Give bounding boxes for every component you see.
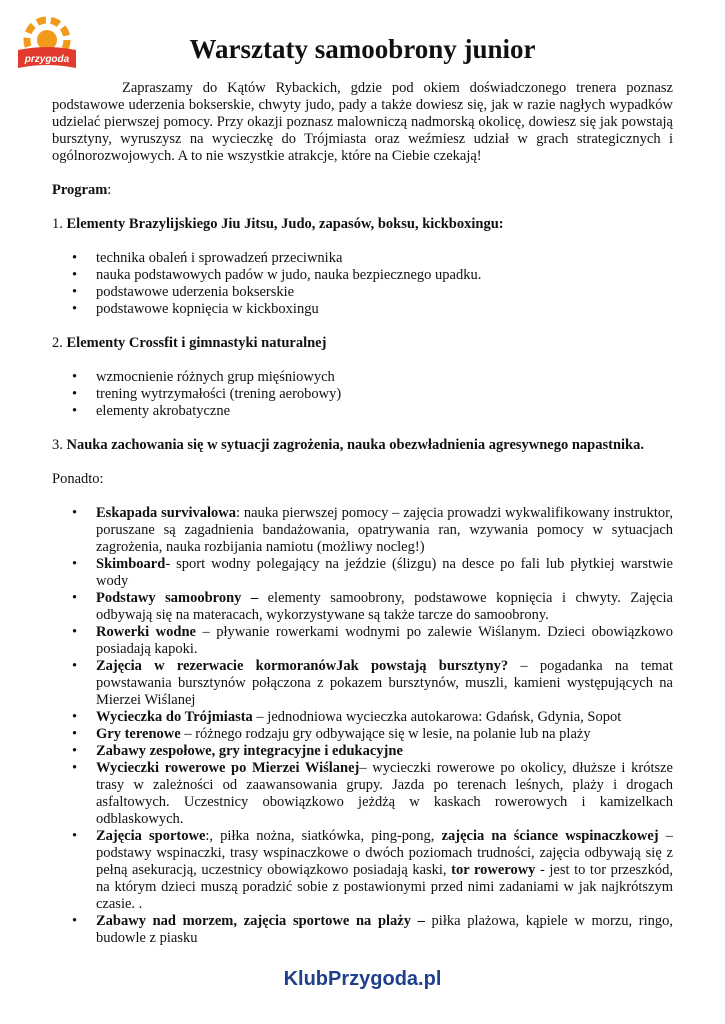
list-item: • trening wytrzymałości (trening aerobowy) (52, 386, 673, 403)
section-3-heading: 3. Nauka zachowania się w sytuacji zagrożenia, nauka obezwładnienia agresywnego napastnika. (52, 437, 645, 453)
list-item: • Skimboard- sport wodny polegający na jeździe (ślizgu) na desce po fali lub płytkiej warstwie wody (52, 556, 673, 590)
program-heading: Program: (52, 182, 112, 198)
list-item: • Wycieczki rowerowe po Mierzei Wiślanej– wycieczki rowerowe po okolicy, dłuższe i krótsze trasy w zależności od zaawansowania grupy. Jazda po terenach leśnych, plaży i drogach asfaltowych. Uczestnicy obowiązkowo jeżdżą w kaskach rowerowych i kamizelkach odblaskowych. (52, 760, 673, 828)
list-item: • elementy akrobatyczne (52, 403, 673, 420)
list-item: • Rowerki wodne – pływanie rowerkami wodnymi po zalewie Wiślanym. Dzieci obowiązkowo posiadają kapoki. (52, 624, 673, 658)
list-item: • Gry terenowe – różnego rodzaju gry odbywające się w lesie, na polanie lub na plaży (52, 726, 673, 743)
list-item: • Zabawy zespołowe, gry integracyjne i edukacyjne (52, 743, 673, 760)
list-item: • Zabawy nad morzem, zajęcia sportowe na plaży – piłka plażowa, kąpiele w morzu, ringo, budowle z piasku (52, 913, 673, 947)
list-item: • wzmocnienie różnych grup mięśniowych (52, 369, 673, 386)
list-item: • podstawowe kopnięcia w kickboxingu (52, 301, 673, 318)
extras-list (52, 505, 673, 947)
list-item: • Zajęcia sportowe:, piłka nożna, siatkówka, ping-pong, zajęcia na ściance wspinaczkowej – podstawy wspinaczki, trasy wspinaczkowe o dwóch poziomach trudności, zajęcia odbywają się z pełną asekuracją, uczestnicy obowiązkowo posiadają kaski, tor rowerowy - jest to tor przeszkód, na którym dzieci muszą poradzić sobie z postawionymi przed nimi zadaniami w jak najkrótszym czasie. . (52, 828, 673, 913)
list-item: • Wycieczka do Trójmiasta – jednodniowa wycieczka autokarowa: Gdańsk, Gdynia, Sopot (52, 709, 673, 726)
ponadto-label: Ponadto: (52, 471, 104, 487)
list-item: • Podstawy samoobrony – elementy samoobrony, podstawowe kopnięcia i chwyty. Zajęcia odbywają się na materacach, wykorzystywane są także tarcze do samoobrony. (52, 590, 673, 624)
list-item: • nauka podstawowych padów w judo, nauka bezpiecznego upadku. (52, 267, 673, 284)
list-item: • Eskapada survivalowa: nauka pierwszej pomocy – zajęcia prowadzi wykwalifikowany instruktor, poruszane są zagadnienia bandażowania, opatrywania ran, wzywania pomocy w sytuacjach zagrożenia, nauka rozbijania namiotu (możliwy nocleg!) (52, 505, 673, 556)
document-body (52, 80, 673, 947)
section-2-list (52, 369, 673, 420)
list-item: • technika obaleń i sprowadzeń przeciwnika (52, 250, 673, 267)
page-title: Warsztaty samoobrony junior (189, 34, 536, 64)
section-1-heading: 1. Elementy Brazylijskiego Jiu Jitsu, Judo, zapasów, boksu, kickboxingu: (52, 216, 504, 232)
footer-link[interactable]: KlubPrzygoda.pl (283, 968, 442, 990)
list-item: • podstawowe uderzenia bokserskie (52, 284, 673, 301)
logo-wordmark: przygoda (24, 54, 70, 65)
section-1-list (52, 250, 673, 318)
list-item: • Zajęcia w rezerwacie kormoranówJak powstają bursztyny? – pogadanka na temat powstawania bursztynów połączona z pokazem bursztynów, muszli, kamieni występujących na Mierzei Wiślanej (52, 658, 673, 709)
section-2-heading: 2. Elementy Crossfit i gimnastyki naturalnej (52, 335, 327, 351)
intro-paragraph: Zapraszamy do Kątów Rybackich, gdzie pod okiem doświadczonego trenera poznasz podstawowe uderzenia bokserskie, chwyty judo, pady a także dowiesz się, jak w razie nagłych wypadków udzielać pierwszej pomocy. Przy okazji poznasz malowniczą nadmorską okolicę, dowiesz się jak powstają bursztyny, wyruszysz na wycieczkę do Trójmiasta oraz weźmiesz udział w grach strategicznych i ogólnorozwojowych. A to nie wszystkie atrakcje, które na Ciebie czekają! (52, 80, 673, 164)
